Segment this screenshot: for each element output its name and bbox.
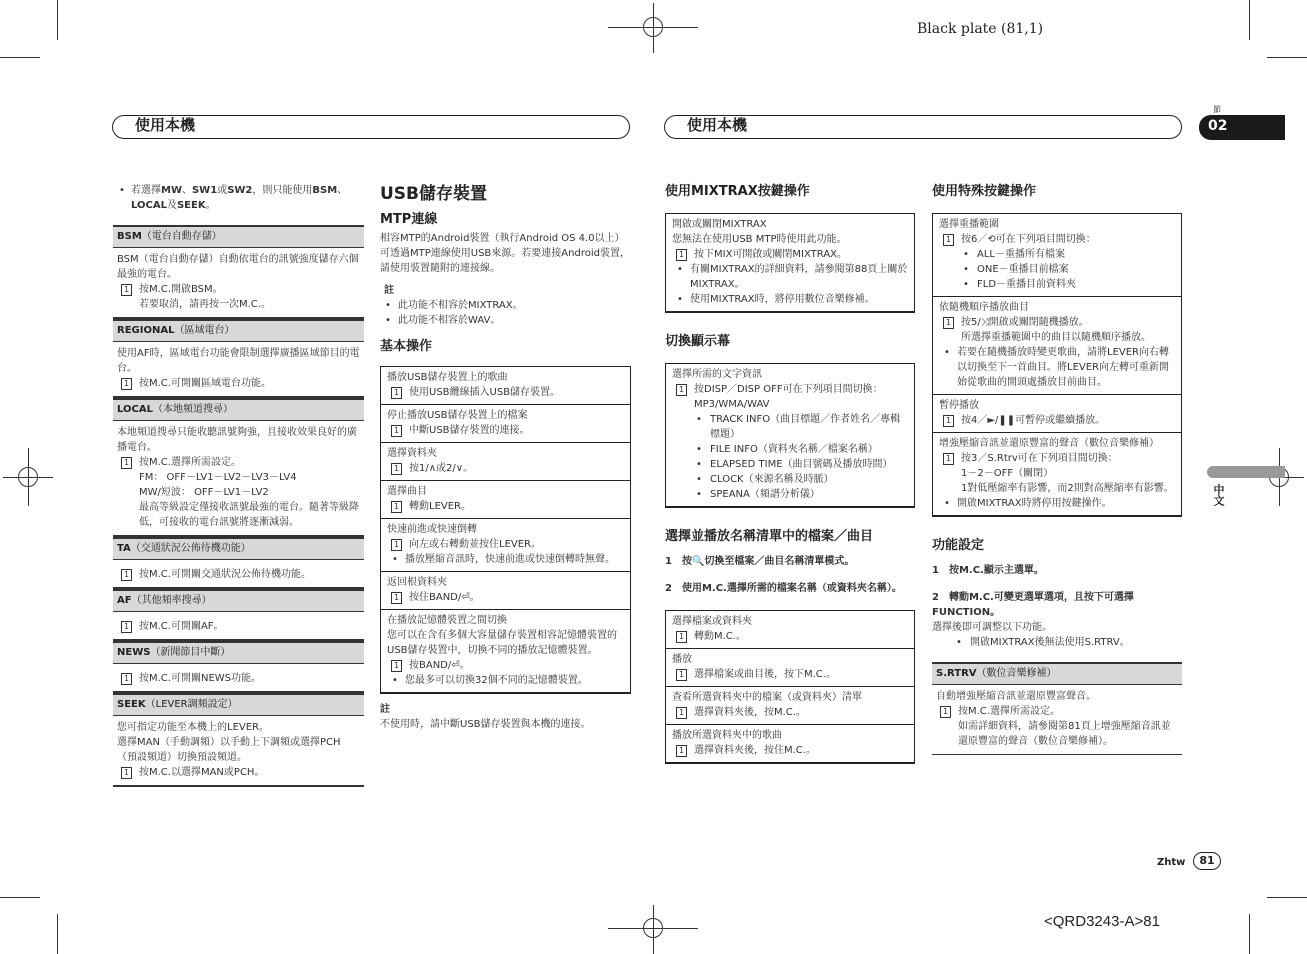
op-box: 在播放記憶體裝置之間切換 您可以在含有多個大容量儲存裝置相容記憶體裝置的USB儲存裝置中，切換不同的播放記憶體裝置。 1 按BAND/⏎。 • 您最多可以切換32個不同的記憶體裝置。 [380,609,631,693]
function-step: 2 轉動M.C.可變更選單選項，且按下可選擇FUNCTION。 [932,592,1134,618]
section-body-ta: 1 按M.C.可開關交通狀況公佈待機功能。 [113,560,364,589]
section-head-ta: TA（交通狀況公佈待機功能） [113,537,364,560]
section-head-af: AF（其他頻率搜尋） [113,589,364,612]
page-number: 81 [1193,852,1221,870]
op-box: 選擇曲目 1 轉動LEVER。 [380,480,631,518]
function-title: 功能設定 [932,538,985,553]
basic-ops-title: 基本操作 [380,339,433,354]
section-head-regional: REGIONAL（區域電台） [113,319,364,342]
crop-mark [57,0,58,40]
bottom-note: 不使用時，請中斷USB儲存裝置與本機的連接。 [380,719,591,730]
list-box: 查看所選資料夾中的檔案（或資料夾）清單 1 選擇資料夾後，按M.C.。 [665,686,915,724]
column-3 [665,183,915,764]
section-head-news: NEWS（新聞節目中斷） [113,641,364,664]
note-label: 註 [384,285,394,296]
plate-label: Black plate (81,1) [917,21,1044,37]
display-box: 選擇所需的文字資訊 1 按DISP／DISP OFF可在下列項目間切換：MP3/WMA/WAV • TRACK INFO（曲目標題／作者姓名／專輯標題） • FILE INFO（資料夾名稱／檔案名稱） • ELAPSED TIME（曲目號碼及播放時間） • CLOCK（來源名稱及時脈） • SPEANA（頻譜分析儀） [665,363,915,508]
footer-language: Zhtw [1157,857,1186,868]
section-body-af: 1 按M.C.可開關AF。 [113,612,364,641]
section-body-seek: 您可指定功能至本機上的LEVER。 選擇MAN（手動調頻）以手動上下調頻或選擇PCH（預設頻道）切換預設頻道。 1 按M.C.以選擇MAN或PCH。 [113,716,364,787]
section-head-srtrv: S.RTRV（數位音樂修補） [932,662,1182,685]
registration-line [653,3,654,53]
op-box: 停止播放USB儲存裝置上的檔案 1 中斷USB儲存裝置的連接。 [380,404,631,442]
special-box: 增強壓縮音訊並還原豐富的聲音（數位音樂修補） 1 按3／S.Rtrv可在下列項目間切換： 1－2－OFF（關閉） 1對低壓縮率有影響，而2則對高壓縮率有影響。 • 開啟MIXTRAX時將停用按鍵操作。 [932,432,1182,516]
section-head-bsm: BSM（電台自動存儲） [113,225,364,248]
basic-ops-table [380,366,631,694]
list-title: 選擇並播放名稱清單中的檔案／曲目 [665,529,874,544]
section-tab [1199,115,1285,140]
function-text: 選擇後即可調整以下功能。 [932,622,1052,633]
section-body-srtrv: 自動增強壓縮音訊並還原豐富聲音。 1 按M.C.選擇所需設定。 如需詳細資料，請參閱第81頁上增強壓縮音訊並還原豐富的聲音（數位音樂修補）。 [932,685,1182,755]
section-label: 節 [1213,105,1221,114]
mtp-text: 相容MTP的Android裝置（執行Android OS 4.0以上）可透過MTP連線使用USB來源。若要連接Android裝置，請使用裝置隨附的連接線。 [380,233,630,274]
special-title: 使用特殊按鍵操作 [932,184,1037,199]
list-step: 2 使用M.C.選擇所需的檔案名稱（或資料夾名稱）。 [665,583,902,594]
intro-bullet: • 若選擇MW、SW1或SW2，則只能使用BSM、LOCAL及SEEK。 [119,185,348,211]
crop-mark [1267,57,1307,58]
display-title: 切換顯示幕 [665,334,731,349]
crop-mark [1267,897,1307,898]
registration-line [28,448,29,506]
list-step: 1 按🔍切換至檔案／曲目名稱清單模式。 [665,556,855,567]
usb-title: USB儲存裝置 [380,184,488,204]
column-2 [380,183,631,732]
list-table [665,610,915,764]
op-box: 播放USB儲存裝置上的歌曲 1 使用USB纜線插入USB儲存裝置。 [380,366,631,404]
section-body-local: 本地頻道搜尋只能收聽訊號夠強，且接收效果良好的廣播電台。 1 按M.C.選擇所需設定。 FM： OFF－LV1－LV2－LV3－LV4 MW/短波： OFF－LV1－LV2 最高等級設定僅接收訊號最強的電台。隨著等級降低，可接收的電台訊號將逐漸減弱。 [113,421,364,537]
right-page-title: 使用本機 [687,116,748,134]
function-step: 1 按M.C.顯示主選單。 [932,565,1044,576]
list-box: 選擇檔案或資料夾 1 轉動M.C.。 [665,610,915,648]
bottom-note-label: 註 [380,704,390,715]
mixtrax-title: 使用MIXTRAX按鍵操作 [665,184,810,199]
language-tab [1207,466,1285,478]
special-box: 暫停播放 1 按4／►/❚❚可暫停或繼續播放。 [932,394,1182,432]
note-item: • 此功能不相容於WAV。 [380,313,631,328]
mtp-title: MTP連線 [380,212,438,227]
crop-mark [0,897,40,898]
section-number: 02 [1208,118,1228,134]
mixtrax-box: 開啟或關閉MIXTRAX 您無法在使用USB MTP時使用此功能。 1 按下MIX可開啟或關閉MIXTRAX。 • 有關MIXTRAX的詳細資料，請參閱第88頁上關於MIXTRAX。 • 使用MIXTRAX時，將停用數位音樂修補。 [665,213,915,313]
section-head-seek: SEEK（LEVER調頻設定） [113,693,364,716]
section-body-regional: 使用AF時，區域電台功能會限制選擇廣播區域節目的電台。 1 按M.C.可開關區域電台功能。 [113,342,364,398]
op-box: 選擇資料夾 1 按1/∧或2/∨。 [380,442,631,480]
crop-mark [57,914,58,954]
special-box: 依隨機順序播放曲目 1 按5/⤨開啟或關閉隨機播放。 所選擇重播範圍中的曲目以隨機順序播放。 • 若要在隨機播放時變更歌曲，請將LEVER向右轉以切換至下一首曲目。將LEVER向左轉可重新開始從歌曲的開頭處播放目前曲目。 [932,296,1182,394]
column-1 [113,183,364,787]
op-box: 快速前進或快速倒轉 1 向左或右轉動並按住LEVER。 • 播放壓縮音訊時，快速前進或快速倒轉時無聲。 [380,518,631,571]
column-4 [932,183,1182,755]
crop-mark [1249,0,1250,40]
crop-mark [1249,914,1250,954]
list-box: 播放 1 選擇檔案或曲目後，按下M.C.。 [665,648,915,686]
registration-line [653,905,654,954]
special-box: 選擇重播範圍 1 按6／⟲可在下列項目間切換： • ALL－重播所有檔案 • ONE－重播目前檔案 • FLD－重播目前資料夾 [932,213,1182,296]
left-page-title: 使用本機 [135,116,196,134]
list-box: 播放所選資料夾中的歌曲 1 選擇資料夾後，按住M.C.。 [665,724,915,763]
left-page-header [112,115,630,139]
language-label: 中文 [1212,484,1225,506]
document-code: <QRD3243-A>81 [1044,913,1160,930]
special-table [932,213,1182,517]
op-box: 返回根資料夾 1 按住BAND/⏎。 [380,571,631,609]
right-page-header [664,115,1182,139]
section-head-local: LOCAL（本地頻道搜尋） [113,398,364,421]
function-bullet: • 開啟MIXTRAX後無法使用S.RTRV。 [932,635,1182,650]
note-item: • 此功能不相容於MIXTRAX。 [380,298,631,313]
section-body-news: 1 按M.C.可開關NEWS功能。 [113,664,364,693]
crop-mark [0,57,40,58]
section-body-bsm: BSM（電台自動存儲）自動依電台的訊號強度儲存六個最強的電台。 1 按M.C.開啟BSM。 若要取消，請再按一次M.C.。 [113,248,364,319]
